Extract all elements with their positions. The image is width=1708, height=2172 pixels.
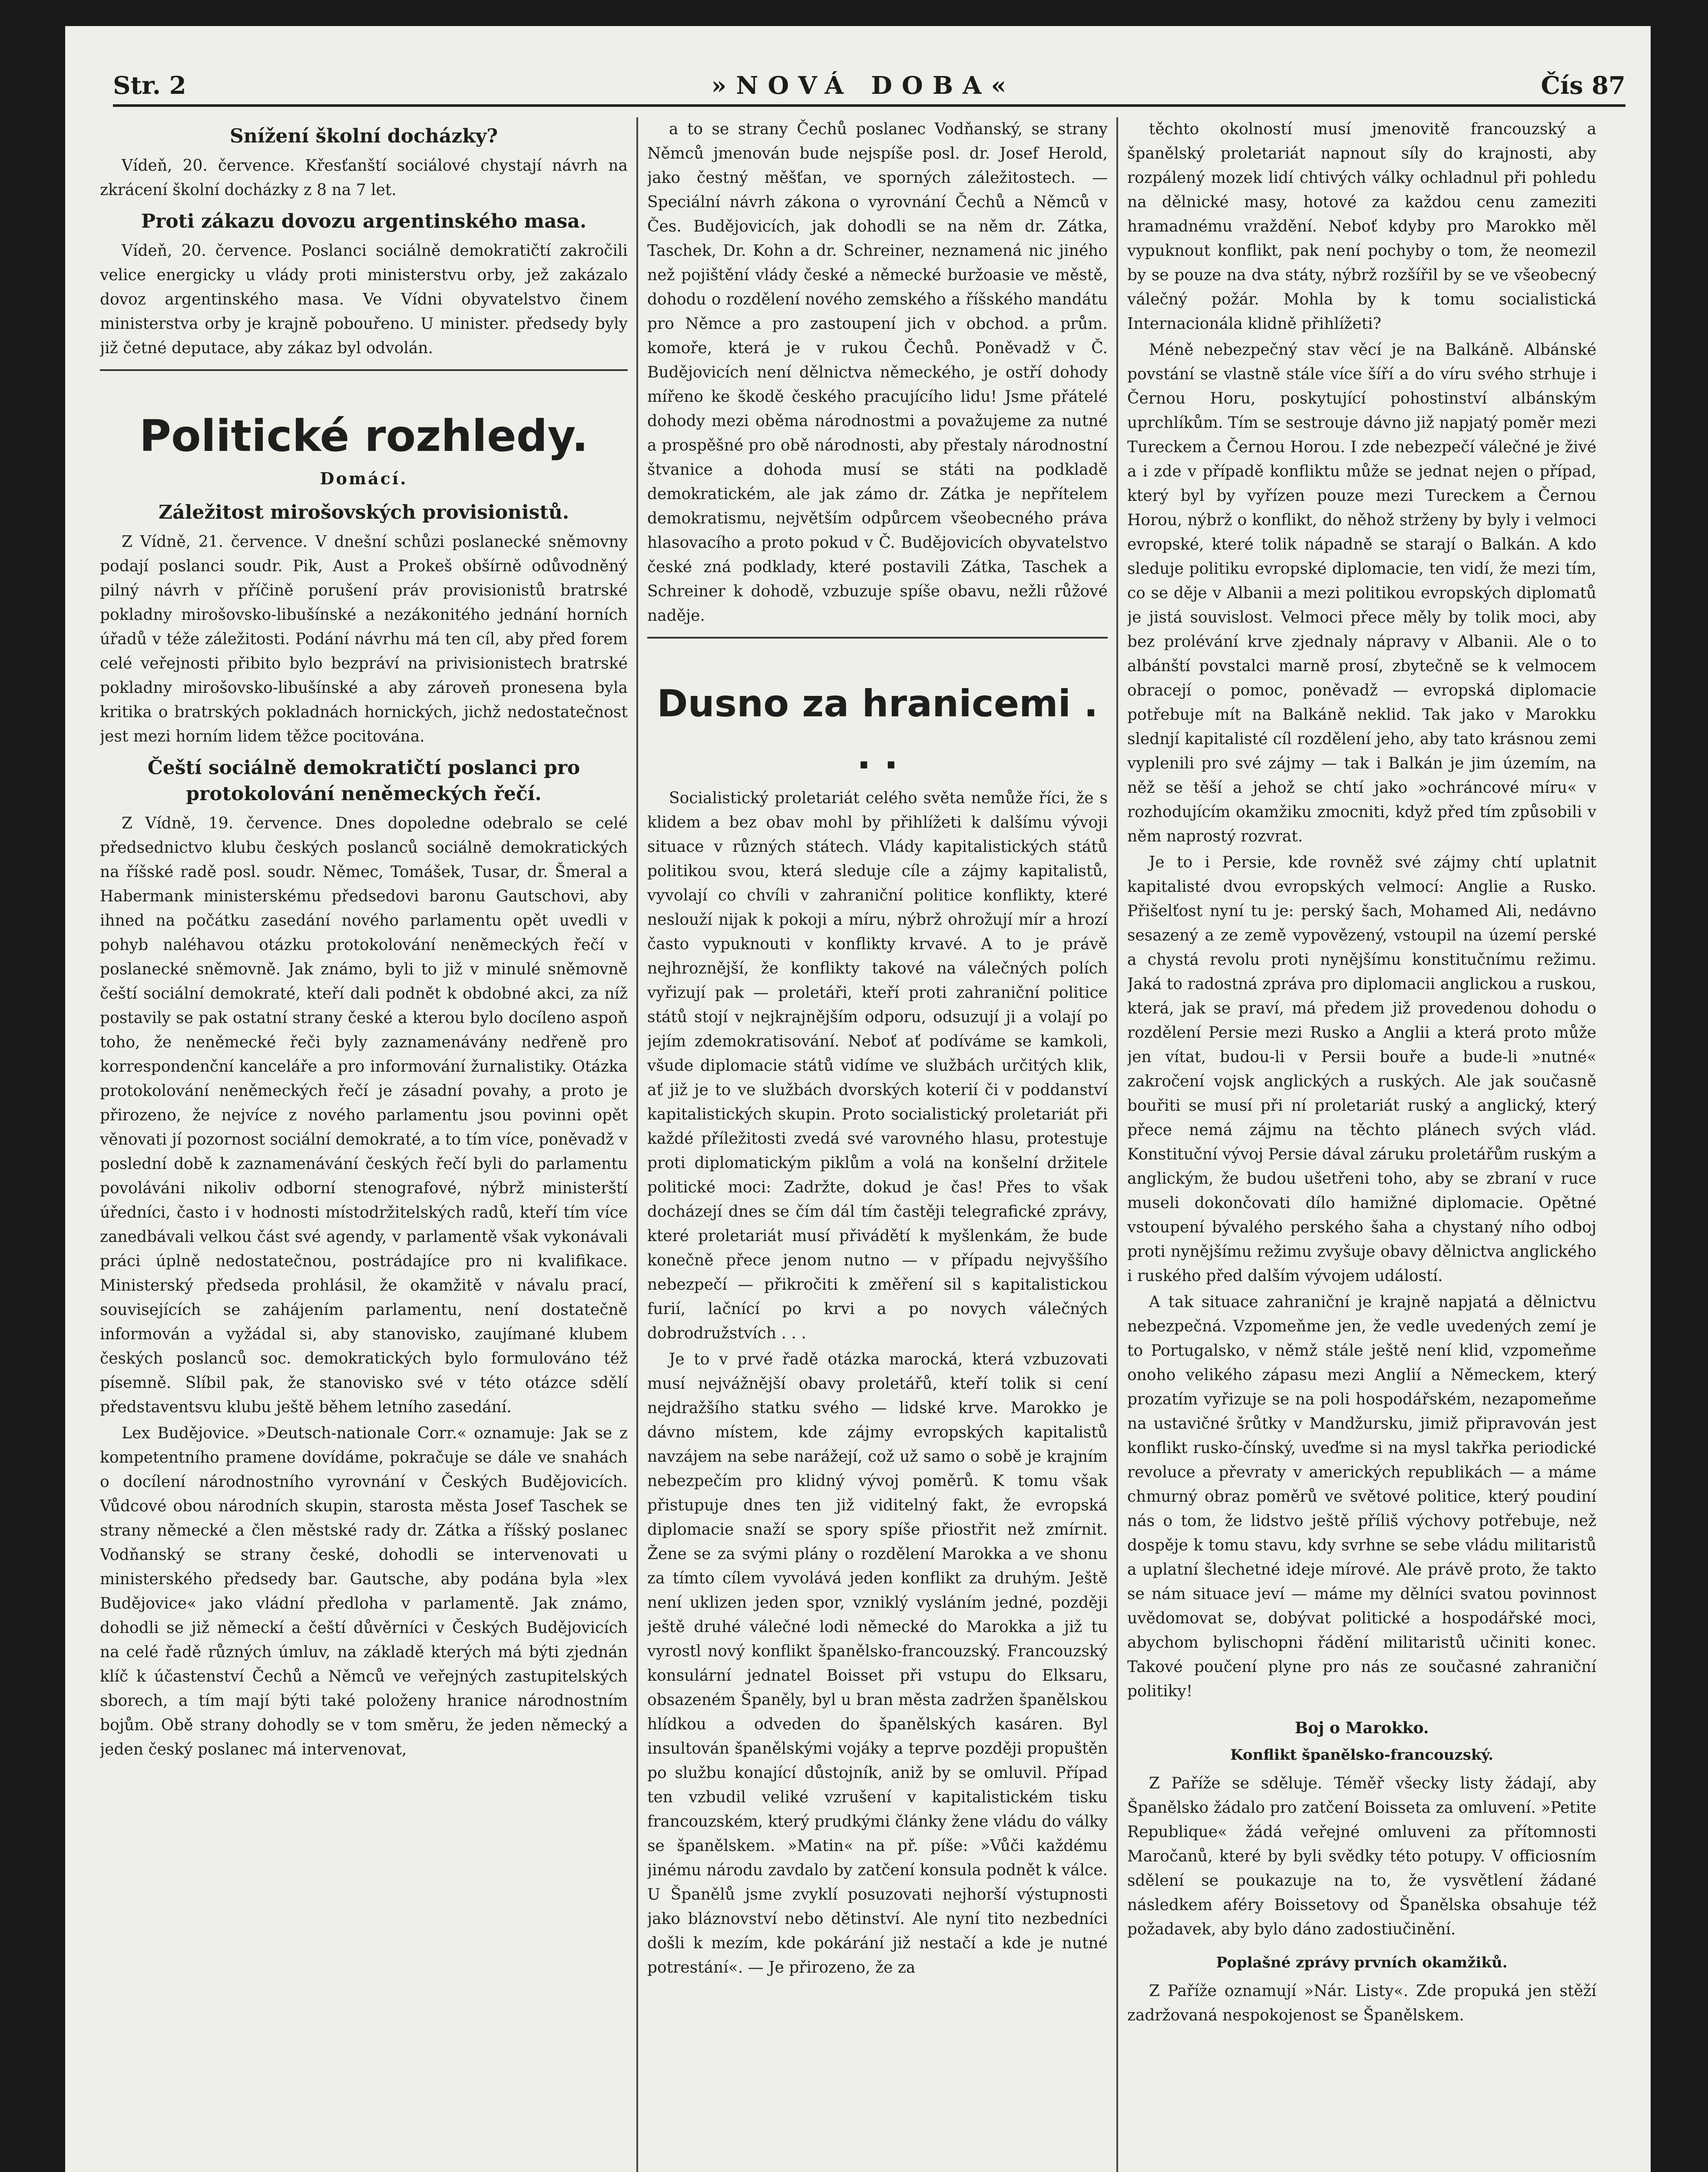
article-text: Z Paříže oznamují »Nár. Listy«. Zde propuká jen stěží zadržovaná nespokojenost se Španělskem.	[1127, 1982, 1596, 2024]
headline-school-attendance: Snížení školní docházky?	[229, 125, 498, 147]
section-title-politicke-rozhledy: Politické rozhledy.	[139, 411, 589, 461]
article-text: Lex Budějovice. »Deutsch-nationale Corr.« oznamuje: Jak se z kompetentního pramene dovídáme, pokračuje se dále ve snahách o docílení národnostního vyrovnání v Českých Budějovicích. Vůdcové obou národních skupin, starosta města Josef Taschek se strany německé a člen městské rady dr. Zátka a říšský poslanec Vodňanský se strany české, dohodli se intervenovati u ministerského předsedy bar. Gautsche, aby podána byla »lex Budějovice« jako vládní předloha v parlamentě. Jak známo, dohodli se již německí a čeští důvěrníci v Českých Budějovicích na celé řadě různých úmluv, na základě kterých má býti zjednán klíč k účastenství Čechů a Němců ve veřejných zastupitelských sborech, a tím mají býti také položeny hranice národnostním bojům. Obě strany dohodly se v tom směru, že jeden německý a jeden český poslanec má intervenovat,	[100, 1424, 628, 1758]
column-3	[1127, 117, 1596, 2172]
column-rule	[636, 117, 638, 2172]
article-text: těchto okolností musí jmenovitě francouzský a španělský proletariát napnout síly do krajnosti, aby rozpálený mozek lidí chtivých války ochladnul při pohledu na dělnické masy, hotové za každou cenu zameziti hramadnému vraždění. Neboť kdyby pro Marokko měl vypuknout konflikt, pak není pochyby o tom, že neomezil by se pouze na dva státy, nýbrž rozšířil by se ve všeobecný válečný požár. Mohla by k tomu socialistická Internacionála klidně přihlížeti?	[1127, 120, 1596, 333]
issue-number: Čís 87	[1541, 71, 1625, 100]
article-text: Z Paříže se sděluje. Téměř všecky listy žádají, aby Španělsko žádalo pro zatčení Boisseta za omluvení. »Petite Republique« žádá veřejné omluveni za přítomnosti Maročanů, které by byli svědky této potupy. V officiosním sdělení se poukazuje na to, že vysvětlení žádané následkem aféry Boissetovy od Španělska obsahuje též požadavek, aby bylo dáno zadostiučinění.	[1127, 1775, 1596, 1938]
column-1	[100, 117, 628, 2172]
article-text: Z Vídně, 19. července. Dnes dopoledne odebralo se celé předsednictvo klubu českých poslanců sociálně demokratických na říšské radě posl. soudr. Němec, Tomášek, Tusar, dr. Šmeral a Habermank ministerskému předsedovi baronu Gautschovi, aby ihned na počátku zasedání nového parlamentu opět uvedli v pohyb naléhavou otázku protokolování neněmeckých řečí v poslanecké sněmovně. Jak známo, byli to již v minulé sněmovně čeští sociální demokraté, kteří dali podnět k obdobné akci, za níž postavily se pak ostatní strany české a kterou bylo docíleno aspoň toho, že neněmecké řeči byly zaznamenávány nedřeně pro korrespondenční kanceláře a pro informování žurnalistiky. Otázka protokolování neněmeckých řečí je zásadní povahy, a proto je přirozeno, že nejvíce z nového parlamentu jsou povinni opět věnovati jí pozornost sociální demokraté, a to tím více, poněvadž v poslední době k zaznamenávání českých řečí byli do parlamentu povoláváni nikoliv odborní stenografové, nýbrž ministerští úředníci, často i v hodnosti místodržitelských radů, kteří tím více zanedbávali velkou část své agendy, v parlamentě však vykonávali práci úplně nedostatečnou, postrádajíce pro ni kvalifikace. Ministerský předseda prohlásil, že okamžitě v návalu prací, souvisejících se zahájením parlamentu, není dostatečně informován a vyžádal si, aby stanovisko, zaujímané klubem českých poslanců soc. demokratických bylo formulováno též písemně. Slíbil pak, že stanovisko své v této otázce sdělí představentsvu klubu ještě během letního zasedání.	[100, 814, 628, 1416]
section-title-dusno: Dusno za hranicemi . . .	[657, 682, 1098, 778]
article-text: Vídeň, 20. července. Poslanci sociálně demokratičtí zakročili velice energicky u vlády proti ministerstvu orby, jež zakázalo dovoz argentinského masa. Ve Vídni obyvatelstvo činem ministerstva orby je krajně pobouřeno. U minister. předsedy byly již četné deputace, aby zákaz byl odvolán.	[100, 242, 628, 357]
section-divider	[647, 637, 1108, 652]
article-text: Je to i Persie, kde rovněž své zájmy chtí uplatnit kapitalisté dvou evropských velmocí: Anglie a Rusko. Přišelťost nyní tu je: perský šach, Mohamed Ali, nedávno sesazený a ze země vypovězený, vstoupil na území perské a chystá revolu proti nynějšímu konstitučnímu režimu. Jaká to radostná zpráva pro diplomacii anglickou a ruskou, která, jak se praví, má předem již provedenou dohodu o rozdělení Persie mezi Rusko a Anglii a která proto může jen vítat, budou-li v Persii bouře a bude-li »nutné« zakročení vojsk anglických a ruských. Ale jak současně bouřiti se musí při ní proletariát ruský a anglický, který přece nemá zájmu na těchto plánech svých vlád. Konstituční vývoj Persie dával záruku proletářům ruským a anglickým, že budou ušetřeni toho, aby se zbraní v ruce museli dokončovati dílo hamižné diplomacie. Opětné vstoupení bývalého perského šaha a chystaný ního odboj proti nynějšímu režimu zvyšuje obavy dělnictva anglického i ruského před dalším vývojem událostí.	[1127, 854, 1596, 1285]
article-text: A tak situace zahraniční je krajně napjatá a dělnictvu nebezpečná. Vzpomeňme jen, že vedle uvedených zemí je to Portugalsko, v němž stále ještě není klid, vzpomeňme onoho velikého zápasu mezi Anglií a Německem, který prozatím vyřizuje se na poli hospodářském, nezapomeňme na ustavičné šrůtky v Mandžursku, jimiž připravován jest konflikt rusko-čínský, uveďme si na mysl takřka periodické revoluce a převraty v amerických republikách — a máme chmurný obraz poměrů ve světové politice, který poudiní nás o tom, že lidstvo ještě příliš výchovy potřebuje, než dospěje k tomu stavu, kdy svrhne se sebe vládu militaristů a uplatní šlechetné ideje mírové. Ale právě proto, že takto se nám situace jeví — máme my dělníci svatou povinnost uvědomovat se, dobývat politické a hospodářské moci, abychom bylischopni řádění militaristů učiniti konec. Takové poučení plyne pro nás ze současné zahraniční politiky!	[1127, 1293, 1596, 1700]
headline-mirosov: Záležitost mirošovských provisionistů.	[158, 501, 569, 523]
column-2	[647, 117, 1108, 2172]
headline-protocol-speeches: Čeští sociálně demokratičtí poslanci pro protokolování neněmeckých řečí.	[147, 757, 580, 805]
headline-alarm-reports: Poplašné zprávy prvních okamžiků.	[1216, 1954, 1508, 1971]
article-text: Méně nebezpečný stav věcí je na Balkáně. Albánské povstání se vlastně stále více šíří a do víru svého strhuje i Černou Horu, poskytující pohostinství albánským uprchlíkům. Tím se sestrouje dávno již napjatý poměr mezi Tureckem a Černou Horou. I zde nebezpečí válečné je živé a i zde v případě konfliktu může se jednat nejen o případ, který byl by vyřízen pouze mezi Tureckem a Černou Horou, nýbrž o konflikt, do něhož strženy by byly i velmoci evropské, které tolik nápadně se starají o Balkán. A kdo sleduje politiku evropské diplomacie, ten vidí, že mezi tím, co se děje v Albanii a mezi politikou evropských diplomatů je jistá souvislost. Velmoci přece měly by tolik moci, aby bez prolévání krve zjednaly nápravy v Albanii. Ale o to albánští povstalci marně prosí, zbytečně se k velmocem obracejí o pomoc, poněvadž — evropská diplomacie potřebuje mít na Balkáně neklid. Tak jako v Marokku slednjí kapitalisté cíl rozdělení jeho, aby tato krásnou zemi vyplenili pro své zájmy — tak i Balkán je jim územím, na něž se těší a jehož se chtí jako »ochráncové míru« v rozhodujícím okamžiku zmocniti, když před tím způsobili v něm naprostý rozvrat.	[1127, 341, 1596, 845]
article-text: Z Vídně, 21. července. V dnešní schůzi poslanecké sněmovny podají poslanci soudr. Pik, Aust a Prokeš obšírně odůvodněný pilný návrh v příčině porušení práv provisionistů bratrské pokladny mirošovsko-libušínské a nezákonitého jednání horních úřadů v téže záležitosti. Podání návrhu má ten cíl, aby před forem celé veřejnosti přibito bylo bezpráví na privisionistech bratrské pokladny mirošovsko-libušínské a aby zároveň pronesena byla kritika o bratrských pokladnách hornických, jichž nedostatečnost jest mezi horním lidem těžce pocitována.	[100, 533, 628, 745]
section-divider	[100, 369, 628, 384]
article-text: Je to v prvé řadě otázka marocká, která vzbuzovati musí nejvážnější obavy proletářů, kteří tolik si cení nejdražšího statku svého — lidské krve. Marokko je dávno místem, kde zájmy evropských kapitalistů navzájem na sebe narážejí, což už samo o sobě je krajním nebezpečím pro klidný vývoj poměrů. K tomu však přistupuje dnes ten již viditelný fakt, že evropská diplomacie snaží se spory spíše přiostřit než zmírnit. Žene se za svými plány o rozdělení Marokka a ve shonu za tímto cílem vyvolává jeden konflikt za druhým. Ještě není uklizen jeden spor, vzniklý vysláním jedné, později ještě druhé válečné lodi německé do Marokka a již tu vyrostl nový konflikt španělsko-francouzský. Francouzský konsulární jednatel Boisset při vstupu do Elksaru, obsazeném Španěly, byl u bran města zadržen španělskou hlídkou a odveden do španělských kasáren. Byl insultován španělskými vojáky a teprve později propuštěn po službu konající důstojník, aniž by se omluvil. Případ ten vzbudil veliké vzrušení v kapitalistickém tisku francouzském, který prudkými články žene vládu do války se španělskem. »Matin« na př. píše: »Vůči každému jinému národu zavdalo by zatčení konsula podnět k válce. U Španělů jsme zvyklí posuzovati nejhorší výstupnosti jako bláznovství nebo dětinství. Ale nyní tito nezbedníci došli k mezím, kde pokárání již nestačí a kde je nutné potrestání«. — Je přirozeno, že za	[647, 1351, 1108, 1977]
headline-boj-o-marokko: Boj o Marokko.	[1294, 1719, 1429, 1737]
article-text: Socialistický proletariát celého světa nemůže říci, že s klidem a bez obav mohl by přihlížeti k dalšímu vývoji situace v různých státech. Vlády kapitalistických států politikou svou, která sleduje cíle a zájmy kapitalistů, vyvolají co chvíli v zahraniční politice konflikty, které neslouží nijak k pokoji a míru, nýbrž ohrožují mír a hrozí často vypuknouti v konflikty krvavé. A to je právě nejhroznější, že konflikty takové na válečných polích vyřizují pak — proletáři, kteří proti zahraniční politice států stojí v nejkrajnějším odporu, odsuzují ji a volají po jejím zdemokratisování. Neboť ať podíváme se kamkoli, všude diplomacie států vidíme ve službách určitých klik, ať již je to ve službách dvorských koterií či v poddanství kapitalistických skupin. Proto socialistický proletariát při každé příležitosti zvedá své varovného hlasu, protestuje proti diplomatickým piklům a volá na konšelní držitele politické moci: Zadržte, dokud je čas! Přes to však docházejí dnes se čím dál tím častěji telegrafické zprávy, které proletariát musí přivádětí k myšlenkám, že bude konečně přece jenom nutno — v případu nejvyššího nebezpečí — přikročiti k změření sil s kapitalistickou furií, lačnící po krvi a po novych válečných dobrodružstvích . . .	[647, 789, 1108, 1342]
article-text: Vídeň, 20. července. Křesťanští sociálové chystají návrh na zkrácení školní docházky z 8 na 7 let.	[100, 157, 628, 199]
column-rule	[1116, 117, 1118, 2172]
page-header	[113, 52, 1625, 107]
page-number: Str. 2	[113, 71, 186, 100]
subheadline-conflict: Konflikt španělsko-francouzský.	[1230, 1746, 1493, 1764]
newspaper-title: »NOVÁ DOBA«	[711, 71, 1016, 100]
section-subtitle: Domácí.	[320, 469, 408, 488]
article-text: a to se strany Čechů poslanec Vodňanský, se strany Němců jmenován bude nejspíše posl. dr. Josef Herold, jako čestný měšťan, ve sporných záležitostech. — Speciální návrh zákona o vyrovnání Čechů a Němců v Čes. Budějovicích, jak dohodli se na něm dr. Zátka, Taschek, Dr. Kohn a dr. Schreiner, neznamená nic jiného než pojištění vlády české a německé buržoasie ve městě, dohodu o rozdělení nového zemského a říšského mandátu pro Němce a pro zastoupení jich v obchod. a prům. komoře, která je v rukou Čechů. Poněvadž v Č. Budějovicích není dělnictva německého, je ostří dohody mířeno ke škodě českého pracujícího lidu! Jsme přátelé dohody mezi oběma národnostmi a považujeme za nutné a prospěšné pro obě národnosti, aby přestaly národnostní štvanice a dohoda musí se státi na podkladě demokratickém, ale jak zámo dr. Zátka je nepřítelem demokratismu, největším odpůrcem všeobecného práva hlasovacího a proto pokud v Č. Budějovicích obyvatelstvo české zná podklady, které postavili Zátka, Taschek a Schreiner k dohodě, vzbuzuje spíše obavu, nežli růžové naděje.	[647, 120, 1108, 625]
headline-argentine-meat: Proti zákazu dovozu argentinského masa.	[141, 210, 587, 232]
